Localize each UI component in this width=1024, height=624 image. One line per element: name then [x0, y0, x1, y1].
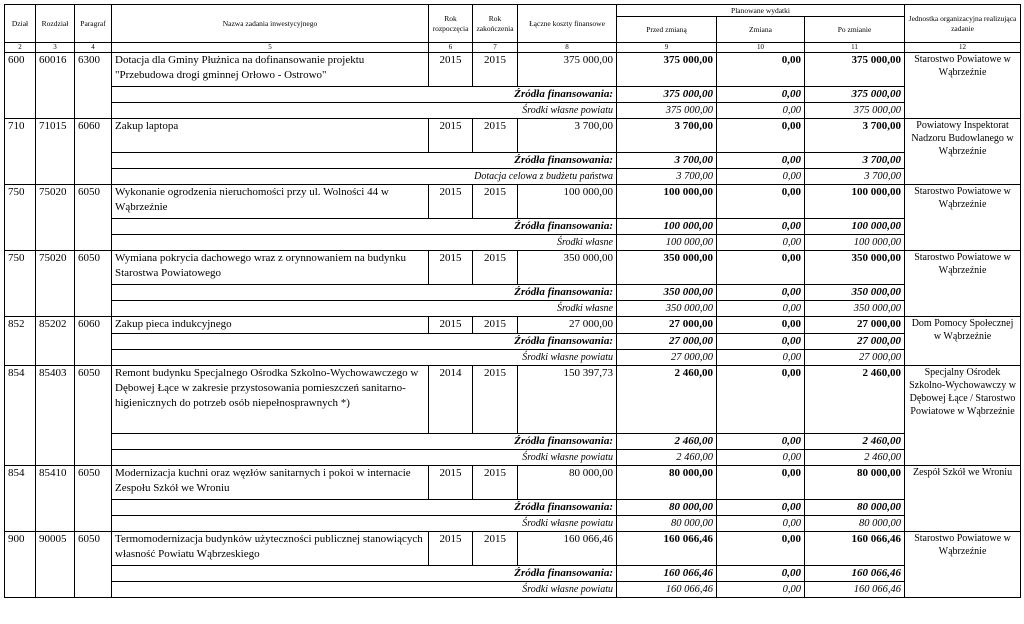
- source-row: [5, 566, 1021, 582]
- column-number: 4: [75, 43, 112, 53]
- cell-laczne-koszty: 160 066,46: [518, 532, 617, 566]
- cell-przed-zmiana: 27 000,00: [617, 317, 717, 334]
- source-label: Źródła finansowania:: [112, 334, 617, 350]
- subsource-zmiana: 0,00: [717, 516, 805, 532]
- table-row: [5, 185, 1021, 219]
- source-zmiana: 0,00: [717, 87, 805, 103]
- cell-rok-rozpoczecia: 2015: [429, 53, 473, 87]
- cell-paragraf: 6050: [75, 366, 112, 466]
- source-przed: 27 000,00: [617, 334, 717, 350]
- subsource-zmiana: 0,00: [717, 450, 805, 466]
- cell-nazwa: Termomodernizacja budynków użyteczności publicznej stanowiących własność Powiatu Wąbrzeskiego: [112, 532, 429, 566]
- cell-rok-zakonczenia: 2015: [473, 466, 518, 500]
- source-row: [5, 87, 1021, 103]
- cell-rok-zakonczenia: 2015: [473, 366, 518, 434]
- source-row: [5, 285, 1021, 301]
- cell-przed-zmiana: 160 066,46: [617, 532, 717, 566]
- cell-rozdzial: 75020: [36, 251, 75, 317]
- cell-nazwa: Zakup pieca indukcyjnego: [112, 317, 429, 334]
- source-przed: 80 000,00: [617, 500, 717, 516]
- cell-jednostka: Starostwo Powiatowe w Wąbrzeźnie: [905, 185, 1021, 251]
- cell-dzial: 750: [5, 185, 36, 251]
- subsource-zmiana: 0,00: [717, 235, 805, 251]
- cell-zmiana: 0,00: [717, 466, 805, 500]
- cell-po-zmianie: 2 460,00: [805, 366, 905, 434]
- cell-zmiana: 0,00: [717, 317, 805, 334]
- header-rok-rozpoczecia: Rok rozpoczęcia: [429, 5, 473, 43]
- cell-paragraf: 6300: [75, 53, 112, 119]
- header-planowane-wydatki: Planowane wydatki: [617, 5, 905, 17]
- cell-jednostka: Specjalny Ośrodek Szkolno-Wychowawczy w Dębowej Łące / Starostwo Powiatowe w Wąbrzeźnie: [905, 366, 1021, 466]
- cell-przed-zmiana: 80 000,00: [617, 466, 717, 500]
- subsource-zmiana: 0,00: [717, 103, 805, 119]
- source-zmiana: 0,00: [717, 500, 805, 516]
- cell-po-zmianie: 100 000,00: [805, 185, 905, 219]
- source-label: Źródła finansowania:: [112, 500, 617, 516]
- cell-przed-zmiana: 350 000,00: [617, 251, 717, 285]
- source-po: 80 000,00: [805, 500, 905, 516]
- source-row: [5, 334, 1021, 350]
- cell-dzial: 854: [5, 366, 36, 466]
- source-label: Źródła finansowania:: [112, 219, 617, 235]
- cell-rok-zakonczenia: 2015: [473, 119, 518, 153]
- cell-paragraf: 6050: [75, 532, 112, 598]
- source-po: 2 460,00: [805, 434, 905, 450]
- column-number: 10: [717, 43, 805, 53]
- source-label: Źródła finansowania:: [112, 87, 617, 103]
- column-number: 8: [518, 43, 617, 53]
- cell-po-zmianie: 375 000,00: [805, 53, 905, 87]
- cell-rozdzial: 85403: [36, 366, 75, 466]
- source-po: 3 700,00: [805, 153, 905, 169]
- subsource-label: Środki własne powiatu: [112, 103, 617, 119]
- cell-rok-rozpoczecia: 2015: [429, 317, 473, 334]
- subsource-po: 160 066,46: [805, 582, 905, 598]
- subsource-row: [5, 350, 1021, 366]
- cell-rozdzial: 60016: [36, 53, 75, 119]
- subsource-zmiana: 0,00: [717, 169, 805, 185]
- subsource-row: [5, 301, 1021, 317]
- investment-table: [4, 4, 1021, 598]
- cell-dzial: 852: [5, 317, 36, 366]
- cell-rok-rozpoczecia: 2015: [429, 185, 473, 219]
- subsource-po: 350 000,00: [805, 301, 905, 317]
- cell-dzial: 600: [5, 53, 36, 119]
- cell-rozdzial: 90005: [36, 532, 75, 598]
- cell-nazwa: Remont budynku Specjalnego Ośrodka Szkolno-Wychowawczego w Dębowej Łące w zakresie przystosowania pomieszczeń sanitarno-higienicznych do potrzeb osób niepełnosprawnych *): [112, 366, 429, 434]
- table-row: [5, 119, 1021, 153]
- cell-dzial: 854: [5, 466, 36, 532]
- cell-po-zmianie: 3 700,00: [805, 119, 905, 153]
- cell-dzial: 710: [5, 119, 36, 185]
- subsource-label: Środki własne: [112, 301, 617, 317]
- cell-zmiana: 0,00: [717, 366, 805, 434]
- header-zmiana: Zmiana: [717, 17, 805, 43]
- cell-nazwa: Dotacja dla Gminy Płużnica na dofinansowanie projektu "Przebudowa drogi gminnej Orłowo - Ostrowo": [112, 53, 429, 87]
- column-number: 6: [429, 43, 473, 53]
- source-label: Źródła finansowania:: [112, 285, 617, 301]
- subsource-row: [5, 582, 1021, 598]
- subsource-przed: 160 066,46: [617, 582, 717, 598]
- subsource-przed: 350 000,00: [617, 301, 717, 317]
- subsource-po: 27 000,00: [805, 350, 905, 366]
- cell-rozdzial: 75020: [36, 185, 75, 251]
- source-po: 350 000,00: [805, 285, 905, 301]
- cell-nazwa: Wykonanie ogrodzenia nieruchomości przy ul. Wolności 44 w Wąbrzeźnie: [112, 185, 429, 219]
- cell-nazwa: Zakup laptopa: [112, 119, 429, 153]
- cell-jednostka: Starostwo Powiatowe w Wąbrzeźnie: [905, 532, 1021, 598]
- source-zmiana: 0,00: [717, 153, 805, 169]
- source-zmiana: 0,00: [717, 434, 805, 450]
- cell-jednostka: Starostwo Powiatowe w Wąbrzeźnie: [905, 251, 1021, 317]
- cell-rok-rozpoczecia: 2015: [429, 251, 473, 285]
- source-przed: 2 460,00: [617, 434, 717, 450]
- cell-paragraf: 6050: [75, 185, 112, 251]
- table-body: [5, 53, 1021, 598]
- subsource-row: [5, 235, 1021, 251]
- header-rok-zakonczenia: Rok zakończenia: [473, 5, 518, 43]
- table-row: [5, 466, 1021, 500]
- cell-po-zmianie: 27 000,00: [805, 317, 905, 334]
- source-zmiana: 0,00: [717, 566, 805, 582]
- cell-przed-zmiana: 375 000,00: [617, 53, 717, 87]
- column-number: 11: [805, 43, 905, 53]
- cell-laczne-koszty: 350 000,00: [518, 251, 617, 285]
- subsource-przed: 27 000,00: [617, 350, 717, 366]
- subsource-przed: 3 700,00: [617, 169, 717, 185]
- cell-rok-zakonczenia: 2015: [473, 532, 518, 566]
- subsource-label: Środki własne powiatu: [112, 450, 617, 466]
- subsource-label: Środki własne powiatu: [112, 350, 617, 366]
- header-nazwa: Nazwa zadania inwestycyjnego: [112, 5, 429, 43]
- cell-nazwa: Wymiana pokrycia dachowego wraz z orynnowaniem na budynku Starostwa Powiatowego: [112, 251, 429, 285]
- cell-rok-zakonczenia: 2015: [473, 251, 518, 285]
- cell-jednostka: Dom Pomocy Społecznej w Wąbrzeźnie: [905, 317, 1021, 366]
- cell-po-zmianie: 80 000,00: [805, 466, 905, 500]
- source-przed: 350 000,00: [617, 285, 717, 301]
- subsource-po: 2 460,00: [805, 450, 905, 466]
- cell-rok-rozpoczecia: 2015: [429, 119, 473, 153]
- subsource-przed: 100 000,00: [617, 235, 717, 251]
- subsource-po: 375 000,00: [805, 103, 905, 119]
- cell-dzial: 750: [5, 251, 36, 317]
- subsource-label: Dotacja celowa z budżetu państwa: [112, 169, 617, 185]
- cell-przed-zmiana: 100 000,00: [617, 185, 717, 219]
- cell-paragraf: 6060: [75, 119, 112, 185]
- source-przed: 100 000,00: [617, 219, 717, 235]
- subsource-po: 3 700,00: [805, 169, 905, 185]
- header-laczne-koszty: Łączne koszty finansowe: [518, 5, 617, 43]
- cell-laczne-koszty: 80 000,00: [518, 466, 617, 500]
- cell-laczne-koszty: 375 000,00: [518, 53, 617, 87]
- subsource-przed: 80 000,00: [617, 516, 717, 532]
- subsource-label: Środki własne powiatu: [112, 582, 617, 598]
- column-number: 2: [5, 43, 36, 53]
- cell-przed-zmiana: 2 460,00: [617, 366, 717, 434]
- cell-po-zmianie: 160 066,46: [805, 532, 905, 566]
- cell-dzial: 900: [5, 532, 36, 598]
- source-po: 375 000,00: [805, 87, 905, 103]
- cell-rozdzial: 85202: [36, 317, 75, 366]
- subsource-przed: 375 000,00: [617, 103, 717, 119]
- cell-rok-zakonczenia: 2015: [473, 53, 518, 87]
- source-po: 100 000,00: [805, 219, 905, 235]
- subsource-zmiana: 0,00: [717, 350, 805, 366]
- cell-rok-zakonczenia: 2015: [473, 317, 518, 334]
- cell-zmiana: 0,00: [717, 53, 805, 87]
- source-zmiana: 0,00: [717, 334, 805, 350]
- header-po-zmianie: Po zmianie: [805, 17, 905, 43]
- header-przed-zmiana: Przed zmianą: [617, 17, 717, 43]
- source-label: Źródła finansowania:: [112, 434, 617, 450]
- source-przed: 3 700,00: [617, 153, 717, 169]
- subsource-row: [5, 450, 1021, 466]
- column-number: 9: [617, 43, 717, 53]
- source-po: 27 000,00: [805, 334, 905, 350]
- subsource-przed: 2 460,00: [617, 450, 717, 466]
- source-zmiana: 0,00: [717, 285, 805, 301]
- cell-rok-rozpoczecia: 2014: [429, 366, 473, 434]
- cell-laczne-koszty: 100 000,00: [518, 185, 617, 219]
- source-przed: 375 000,00: [617, 87, 717, 103]
- source-po: 160 066,46: [805, 566, 905, 582]
- table-row: [5, 317, 1021, 334]
- header-jednostka: Jednostka organizacyjna realizująca zadanie: [905, 5, 1021, 43]
- cell-paragraf: 6060: [75, 317, 112, 366]
- cell-paragraf: 6050: [75, 251, 112, 317]
- source-przed: 160 066,46: [617, 566, 717, 582]
- table-row: [5, 366, 1021, 434]
- cell-jednostka: Starostwo Powiatowe w Wąbrzeźnie: [905, 53, 1021, 119]
- subsource-row: [5, 516, 1021, 532]
- source-row: [5, 153, 1021, 169]
- cell-zmiana: 0,00: [717, 185, 805, 219]
- header-paragraf: Paragraf: [75, 5, 112, 43]
- column-number: 5: [112, 43, 429, 53]
- cell-nazwa: Modernizacja kuchni oraz węzłów sanitarnych i pokoi w internacie Zespołu Szkół we Wroniu: [112, 466, 429, 500]
- column-number: 7: [473, 43, 518, 53]
- subsource-zmiana: 0,00: [717, 582, 805, 598]
- subsource-row: [5, 169, 1021, 185]
- cell-rok-rozpoczecia: 2015: [429, 532, 473, 566]
- table-row: [5, 53, 1021, 87]
- cell-laczne-koszty: 150 397,73: [518, 366, 617, 434]
- column-number: 12: [905, 43, 1021, 53]
- source-label: Źródła finansowania:: [112, 153, 617, 169]
- cell-zmiana: 0,00: [717, 251, 805, 285]
- cell-rozdzial: 85410: [36, 466, 75, 532]
- cell-paragraf: 6050: [75, 466, 112, 532]
- source-row: [5, 434, 1021, 450]
- subsource-zmiana: 0,00: [717, 301, 805, 317]
- column-number: 3: [36, 43, 75, 53]
- table-row: [5, 251, 1021, 285]
- source-zmiana: 0,00: [717, 219, 805, 235]
- cell-laczne-koszty: 27 000,00: [518, 317, 617, 334]
- cell-rozdzial: 71015: [36, 119, 75, 185]
- cell-po-zmianie: 350 000,00: [805, 251, 905, 285]
- cell-przed-zmiana: 3 700,00: [617, 119, 717, 153]
- subsource-label: Środki własne powiatu: [112, 516, 617, 532]
- header-dzial: Dział: [5, 5, 36, 43]
- subsource-label: Środki własne: [112, 235, 617, 251]
- cell-zmiana: 0,00: [717, 119, 805, 153]
- cell-rok-rozpoczecia: 2015: [429, 466, 473, 500]
- source-label: Źródła finansowania:: [112, 566, 617, 582]
- source-row: [5, 500, 1021, 516]
- cell-jednostka: Zespół Szkół we Wroniu: [905, 466, 1021, 532]
- cell-rok-zakonczenia: 2015: [473, 185, 518, 219]
- cell-zmiana: 0,00: [717, 532, 805, 566]
- header-rozdzial: Rozdział: [36, 5, 75, 43]
- cell-laczne-koszty: 3 700,00: [518, 119, 617, 153]
- subsource-po: 100 000,00: [805, 235, 905, 251]
- subsource-row: [5, 103, 1021, 119]
- source-row: [5, 219, 1021, 235]
- table-row: [5, 532, 1021, 566]
- cell-jednostka: Powiatowy Inspektorat Nadzoru Budowlanego w Wąbrzeźnie: [905, 119, 1021, 185]
- subsource-po: 80 000,00: [805, 516, 905, 532]
